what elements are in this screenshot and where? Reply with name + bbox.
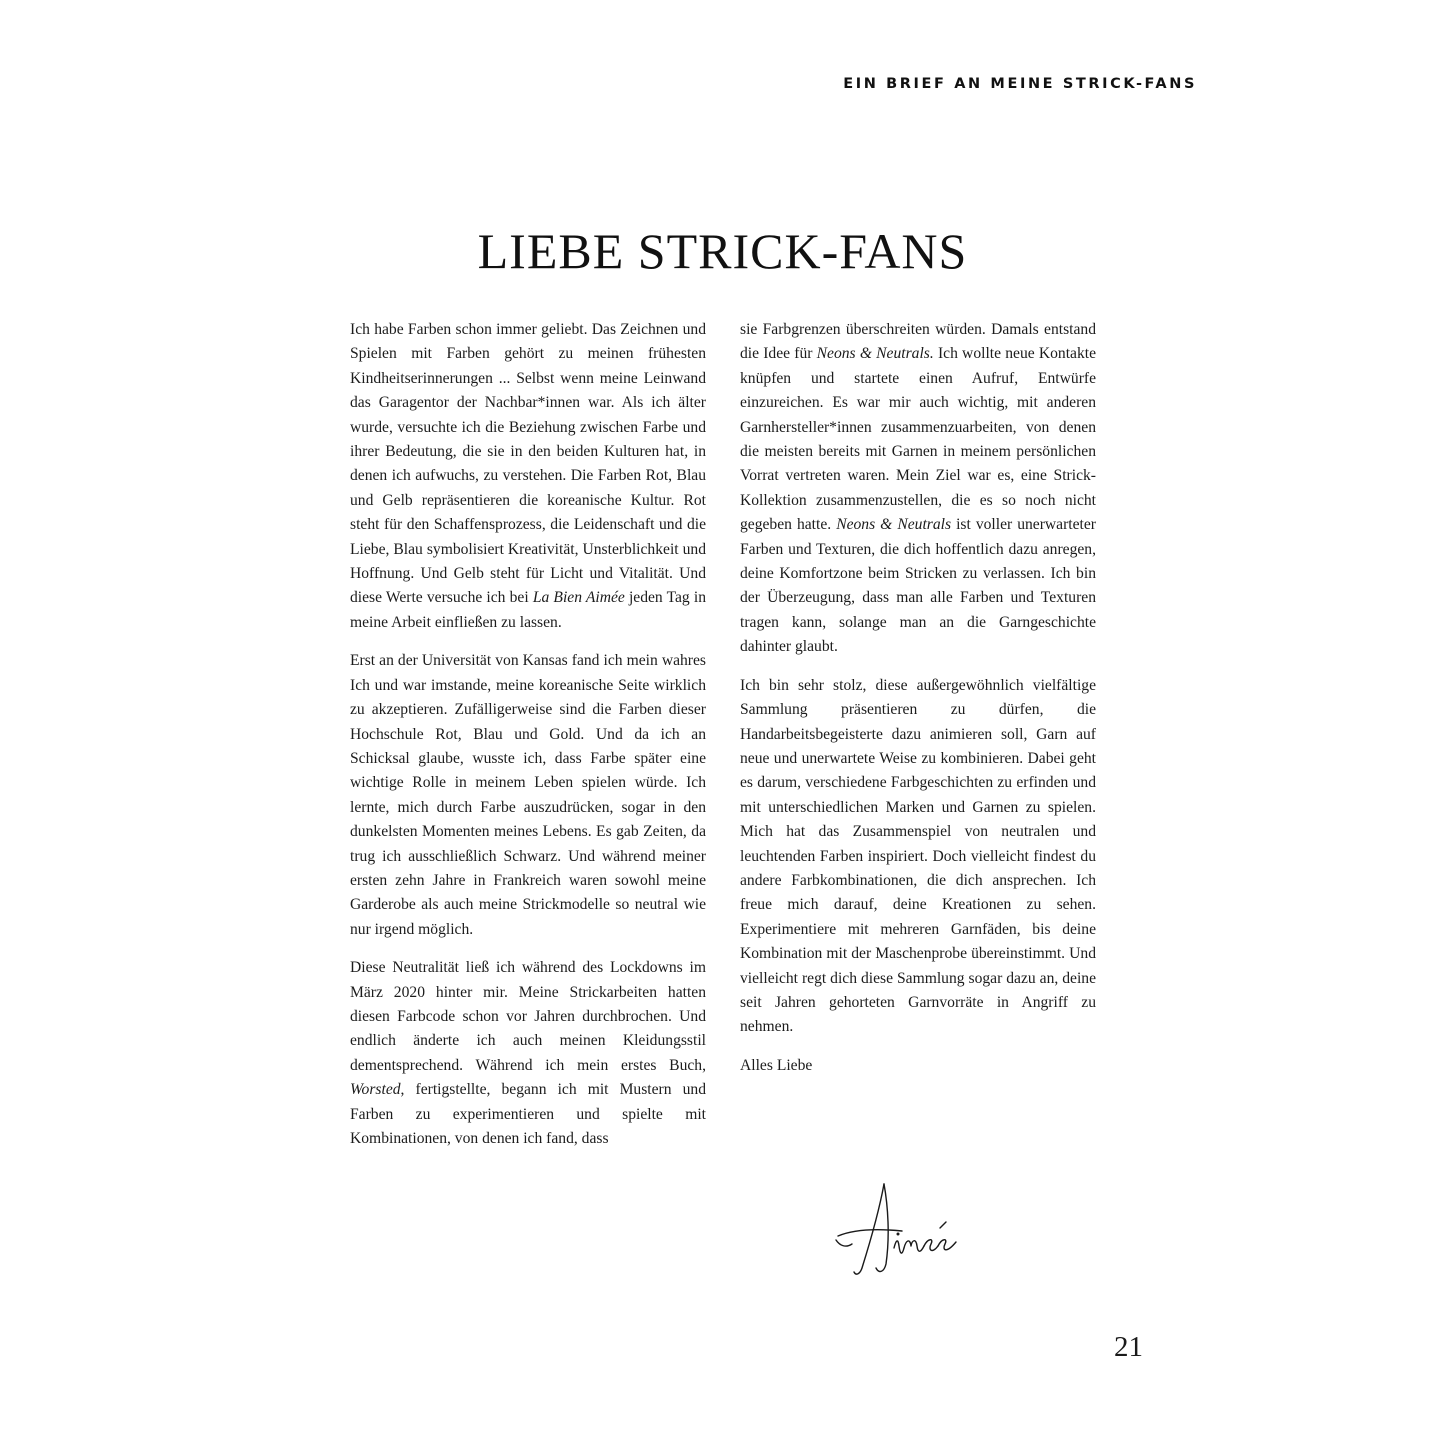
page-number: 21: [1114, 1331, 1143, 1363]
left-p3-text-b: , fertigstellte, begann ich mit Mustern und Farben zu experimentieren und spielte mit Kombinationen, von denen ich fand, dass: [350, 1081, 706, 1147]
left-column: [350, 318, 706, 1165]
right-column: [740, 318, 1096, 1092]
right-p1-italic-2: Neons & Neutrals: [836, 516, 952, 534]
left-paragraph-2: Erst an der Universität von Kansas fand ich mein wahres Ich und war imstande, meine koreanische Seite wirklich zu akzeptieren. Zufälligerweise sind die Farben dieser Hochschule Rot, Blau und Gold. Und da ich an Schicksal glaube, wusste ich, dass Farbe später eine wichtige Rolle in meinem Leben spielen würde. Ich lernte, mich durch Farbe auszudrücken, sogar in den dunkelsten Momenten meines Lebens. Es gab Zeiten, da trug ich ausschließlich Schwarz. Und während meiner ersten zehn Jahre in Frankreich waren sowohl meine Garderobe als auch meine Strickmodelle so neutral wie nur irgend möglich.: [350, 652, 706, 938]
left-paragraph-3: [350, 956, 706, 1151]
running-header: EIN BRIEF AN MEINE STRICK-FANS: [843, 76, 1197, 92]
left-p3-text-a: Diese Neutralität ließ ich während des Lockdowns im März 2020 hinter mir. Meine Strickarbeiten hatten diesen Farbcode schon vor Jahren durchbrochen. Und endlich änderte ich auch meinen Kleidungsstil dementsprechend. Während ich mein erstes Buch,: [350, 959, 706, 1074]
left-p3-italic: Worsted: [350, 1081, 401, 1099]
page-title: LIEBE STRICK-FANS: [477, 223, 968, 279]
right-p1-text-c: ist voller unerwarteter Farben und Texturen, die dich hoffentlich dazu anregen, deine Komfortzone beim Stricken zu verlassen. Ich bin der Überzeugung, dass man alle Farben und Texturen tragen kann, solange man an die Garngeschichte dahinter glaubt.: [740, 516, 1096, 656]
right-p1-italic-1: Neons & Neutrals.: [816, 345, 934, 363]
right-p1-text-a: sie Farbgrenzen überschreiten würden. Damals entstand die Idee für: [740, 321, 1096, 363]
left-p1-text-b: jeden Tag in meine Arbeit einfließen zu lassen.: [350, 589, 706, 631]
left-paragraph-1: [350, 318, 706, 635]
closing-line: Alles Liebe: [740, 1056, 813, 1074]
right-paragraph-2: Ich bin sehr stolz, diese außergewöhnlich vielfältige Sammlung präsentieren zu dürfen, die Handarbeitsbegeisterte dazu animieren soll, Garn auf neue und unerwartete Weise zu kombinieren. Dabei geht es darum, verschiedene Farbgeschichten zu erfinden und mit unterschiedlichen Marken und Garnen zu spielen. Mich hat das Zusammenspiel von neutralen und leuchtenden Farben inspiriert. Doch vielleicht findest du andere Farbkombinationen, die dich ansprechen. Ich freue mich darauf, deine Kreationen zu sehen. Experimentiere mit mehreren Garnfäden, bis deine Kombination mit der Maschenprobe übereinstimmt. Und vielleicht regt dich diese Sammlung sogar dazu an, deine seit Jahren gehorteten Garnvorräte in Angriff zu nehmen.: [740, 676, 1096, 1036]
left-p1-text-a: Ich habe Farben schon immer geliebt. Das Zeichnen und Spielen mit Farben gehört zu meinen frühesten Kindheitserinnerungen ... Selbst wenn meine Leinwand das Garagentor der Nachbar*innen war. Als ich älter wurde, versuchte ich die Beziehung zwischen Farbe und ihrer Bedeutung, die sie in den beiden Kulturen hat, in denen ich aufwuchs, zu verstehen. Die Farben Rot, Blau und Gelb repräsentieren die koreanische Kultur. Rot steht für den Schaffensprozess, die Leidenschaft und die Liebe, Blau symbolisiert Kreativität, Unsterblichkeit und Hoffnung. Und Gelb steht für Licht und Vitalität. Und diese Werte versuche ich bei: [350, 321, 706, 607]
signature-image: [832, 1176, 972, 1286]
right-paragraph-1: [740, 318, 1096, 660]
left-p1-italic: La Bien Aimée: [532, 589, 625, 607]
right-p1-text-b: Ich wollte neue Kontakte knüpfen und startete einen Aufruf, Entwürfe einzureichen. Es war mir auch wichtig, mit anderen Garnhersteller*innen zusammenzuarbeiten, von denen die meisten bereits mit Garnen in meinem persönlichen Vorrat vertreten waren. Mein Ziel war es, eine Strick-Kollektion zusammenzustellen, die es so noch nicht gegeben hatte.: [740, 345, 1097, 534]
